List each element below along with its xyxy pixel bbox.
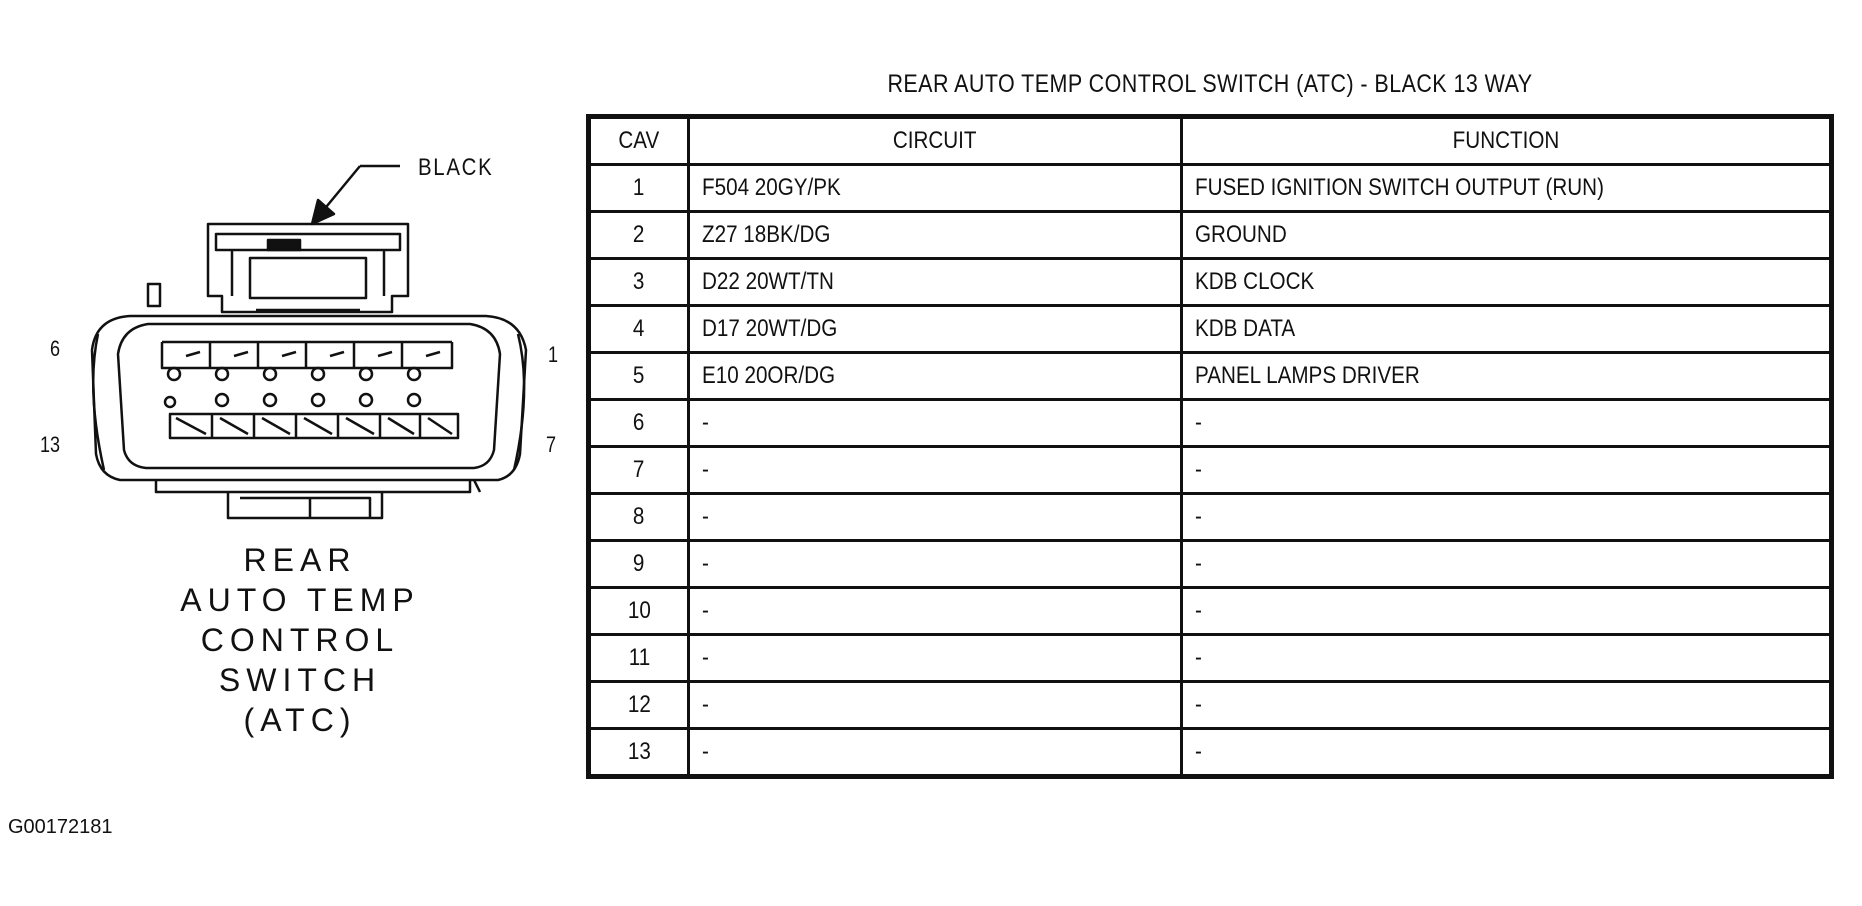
function-cell: - <box>1182 682 1832 729</box>
lower-cavity-row <box>165 394 458 438</box>
table-row <box>589 635 1832 682</box>
connector-name-line: REAR <box>243 542 357 578</box>
function-cell: KDB CLOCK <box>1182 259 1832 306</box>
header-circuit: CIRCUIT <box>689 117 1182 165</box>
connector-color-label: BLACK <box>418 154 494 181</box>
table-row <box>589 447 1832 494</box>
connector-name-line: SWITCH <box>218 662 382 698</box>
table-row <box>589 682 1832 729</box>
connector-name-line: (ATC) <box>243 702 357 738</box>
pin-label-top-right: 1 <box>548 342 559 367</box>
circuit-cell: - <box>689 494 1182 541</box>
circuit-cell: - <box>689 729 1182 777</box>
function-cell: - <box>1182 447 1832 494</box>
cav-cell: 13 <box>589 729 689 777</box>
circuit-cell: - <box>689 682 1182 729</box>
circuit-cell: D22 20WT/TN <box>689 259 1182 306</box>
table-row <box>589 400 1832 447</box>
cav-cell: 8 <box>589 494 689 541</box>
table-row <box>589 588 1832 635</box>
circuit-cell: - <box>689 447 1182 494</box>
cav-cell: 11 <box>589 635 689 682</box>
circuit-cell: F504 20GY/PK <box>689 165 1182 212</box>
connector-name-line: AUTO TEMP <box>180 582 420 618</box>
function-cell: - <box>1182 588 1832 635</box>
table-row <box>589 212 1832 259</box>
pin-label-bottom-right: 7 <box>546 432 557 457</box>
cav-cell: 6 <box>589 400 689 447</box>
circuit-cell: - <box>689 400 1182 447</box>
cav-cell: 9 <box>589 541 689 588</box>
circuit-cell: Z27 18BK/DG <box>689 212 1182 259</box>
header-cav: CAV <box>589 117 689 165</box>
table-title: REAR AUTO TEMP CONTROL SWITCH (ATC) - BLACK 13 WAY <box>887 70 1533 98</box>
cav-cell: 10 <box>589 588 689 635</box>
circuit-cell: - <box>689 541 1182 588</box>
function-cell: - <box>1182 635 1832 682</box>
table-row <box>589 353 1832 400</box>
table-row <box>589 729 1832 777</box>
header-function: FUNCTION <box>1182 117 1832 165</box>
cav-cell: 7 <box>589 447 689 494</box>
cav-cell: 2 <box>589 212 689 259</box>
pin-label-top-left: 6 <box>50 336 61 361</box>
table-header-row <box>589 117 1832 165</box>
table-row <box>589 494 1832 541</box>
color-leader-line <box>322 166 360 212</box>
cav-cell: 12 <box>589 682 689 729</box>
function-cell: - <box>1182 729 1832 777</box>
circuit-cell: - <box>689 635 1182 682</box>
function-cell: PANEL LAMPS DRIVER <box>1182 353 1832 400</box>
connector-diagram <box>0 120 620 738</box>
connector-shell <box>92 316 526 480</box>
connector-drawing <box>0 120 620 540</box>
table-row <box>589 306 1832 353</box>
cav-cell: 1 <box>589 165 689 212</box>
function-cell: KDB DATA <box>1182 306 1832 353</box>
pinout-table <box>586 114 1834 779</box>
table-row <box>589 541 1832 588</box>
function-cell: - <box>1182 400 1832 447</box>
arrow-head-icon <box>312 200 334 224</box>
connector-name <box>120 540 480 740</box>
table-row <box>589 259 1832 306</box>
cav-cell: 4 <box>589 306 689 353</box>
function-cell: FUSED IGNITION SWITCH OUTPUT (RUN) <box>1182 165 1832 212</box>
function-cell: GROUND <box>1182 212 1832 259</box>
figure-id: G00172181 <box>8 816 113 838</box>
cav-cell: 5 <box>589 353 689 400</box>
pin-label-bottom-left: 13 <box>40 432 61 457</box>
circuit-cell: E10 20OR/DG <box>689 353 1182 400</box>
function-cell: - <box>1182 541 1832 588</box>
table-body <box>589 165 1832 777</box>
function-cell: - <box>1182 494 1832 541</box>
connector-name-line: CONTROL <box>200 622 400 658</box>
circuit-cell: D17 20WT/DG <box>689 306 1182 353</box>
upper-cavity-row <box>162 342 452 380</box>
cav-cell: 3 <box>589 259 689 306</box>
circuit-cell: - <box>689 588 1182 635</box>
table-row <box>589 165 1832 212</box>
